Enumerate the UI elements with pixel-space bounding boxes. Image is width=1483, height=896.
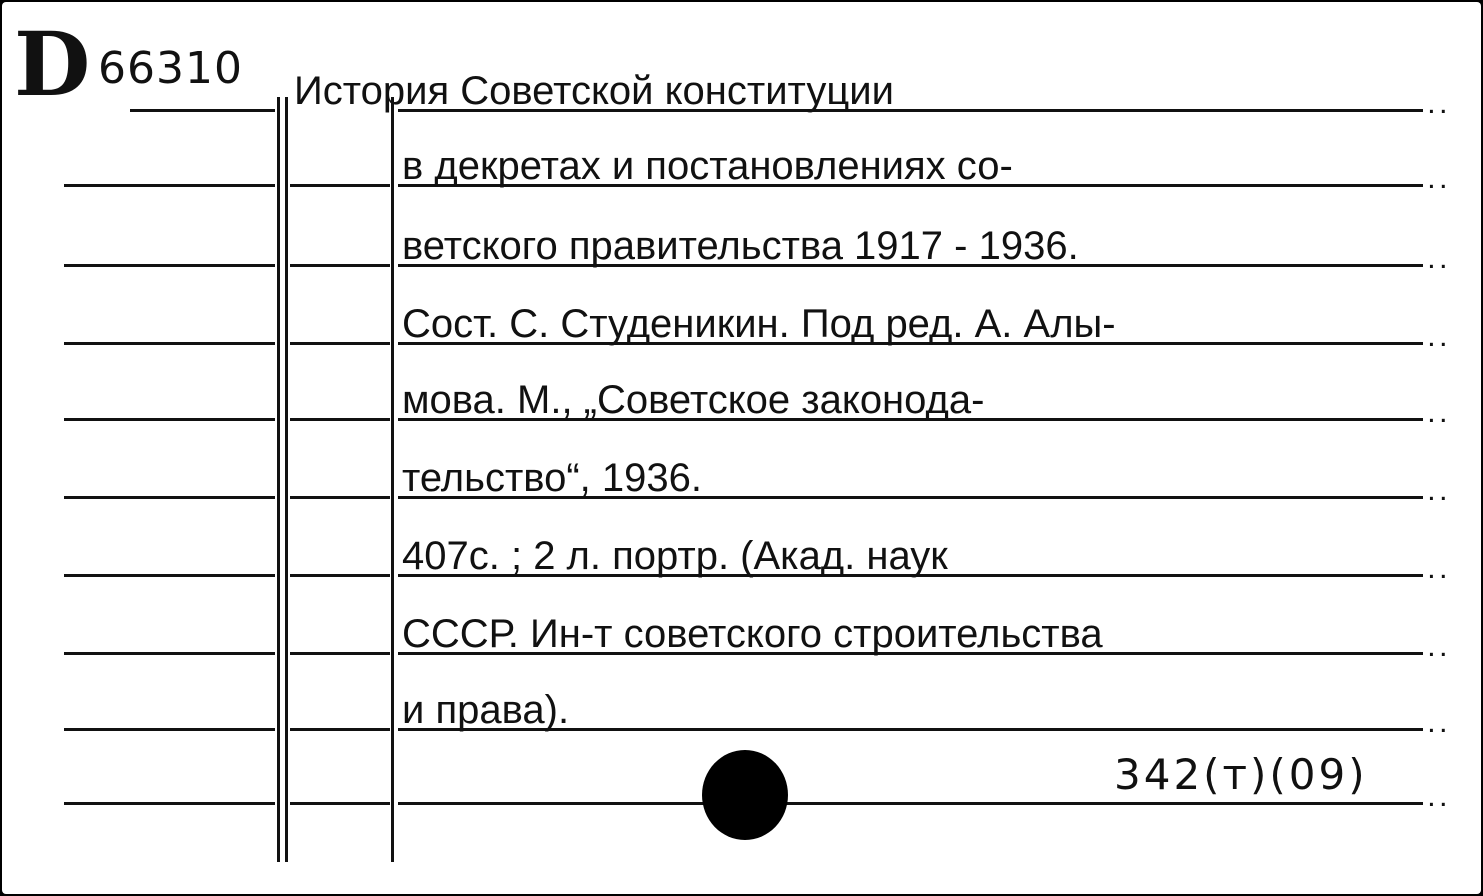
rule-mid: [290, 342, 390, 345]
description-line: 407с. ; 2 л. портр. (Акад. наук: [402, 534, 948, 578]
column-divider: [277, 97, 280, 862]
rule-mid: [290, 574, 390, 577]
punch-hole: [702, 750, 788, 840]
description-line: мова. М., „Советское законода-: [402, 378, 985, 422]
rule-mid: [290, 184, 390, 187]
rule-end-dots: ..: [1426, 330, 1450, 351]
section-letter: D: [14, 12, 91, 116]
rule-left: [64, 574, 275, 577]
rule-left: [64, 496, 275, 499]
rule-mid: [290, 496, 390, 499]
rule-mid: [290, 802, 390, 805]
rule-mid: [290, 728, 390, 731]
rule-right: [398, 802, 1423, 805]
rule-end-dots: ..: [1426, 790, 1450, 811]
rule-end-dots: ..: [1426, 562, 1450, 583]
rule-left: [64, 652, 275, 655]
rule-left: [64, 342, 275, 345]
description-line: ветского правительства 1917 - 1936.: [402, 224, 1079, 268]
description-line: СССР. Ин-т советского строительства: [402, 612, 1103, 656]
rule-mid: [290, 652, 390, 655]
column-divider: [285, 97, 288, 862]
description-line: и права).: [402, 688, 570, 732]
rule-end-dots: ..: [1426, 252, 1450, 273]
rule-mid: [290, 418, 390, 421]
rule-end-dots: ..: [1426, 406, 1450, 427]
description-line: в декретах и постановлениях со-: [402, 144, 1013, 188]
catalog-card: [2, 2, 1481, 894]
rule-mid: [290, 264, 390, 267]
description-line: Сост. С. Студеникин. Под ред. А. Алы-: [402, 302, 1116, 346]
rule-end-dots: ..: [1426, 716, 1450, 737]
shelf-mark: 342(т)(09): [1114, 750, 1368, 799]
description-line: тельство“, 1936.: [402, 456, 702, 500]
rule-left: [64, 418, 275, 421]
rule-left: [64, 184, 275, 187]
rule-end-dots: ..: [1426, 172, 1450, 193]
call-number: 66310: [98, 43, 243, 94]
rule-left: [64, 802, 275, 805]
column-divider: [391, 97, 394, 862]
description-line: История Советской конституции: [294, 69, 894, 113]
rule-end-dots: ..: [1426, 97, 1450, 118]
rule-left: [64, 728, 275, 731]
rule-end-dots: ..: [1426, 640, 1450, 661]
rule-left: [64, 264, 275, 267]
rule-end-dots: ..: [1426, 484, 1450, 505]
rule-left: [130, 109, 275, 112]
